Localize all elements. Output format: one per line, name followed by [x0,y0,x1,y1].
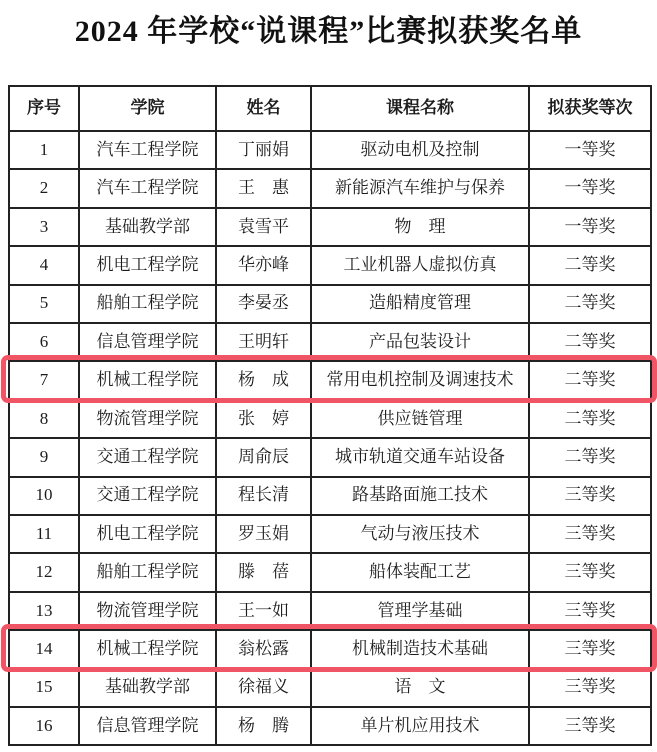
table-row [9,169,651,207]
cell-college: 物流管理学院 [79,592,216,630]
cell-name: 翁松露 [216,630,311,668]
table-row [9,285,651,323]
cell-college: 交通工程学院 [79,477,216,515]
cell-no: 4 [9,246,79,284]
table-row [9,477,651,515]
cell-course: 工业机器人虚拟仿真 [311,246,529,284]
table-row [9,361,651,399]
cell-course: 船体装配工艺 [311,553,529,591]
cell-award: 二等奖 [529,400,651,438]
cell-college: 机械工程学院 [79,361,216,399]
cell-course: 气动与液压技术 [311,515,529,553]
cell-college: 物流管理学院 [79,400,216,438]
cell-no: 6 [9,323,79,361]
table-row [9,668,651,706]
cell-no: 8 [9,400,79,438]
cell-no: 2 [9,169,79,207]
table-row [9,515,651,553]
table-body [9,131,651,745]
cell-no: 5 [9,285,79,323]
cell-college: 交通工程学院 [79,438,216,476]
table-row [9,553,651,591]
cell-no: 11 [9,515,79,553]
cell-name: 滕 蓓 [216,553,311,591]
award-table [8,85,652,746]
cell-no: 7 [9,361,79,399]
cell-no: 12 [9,553,79,591]
cell-award: 二等奖 [529,323,651,361]
table-row [9,323,651,361]
cell-college: 基础教学部 [79,668,216,706]
table-header [9,86,651,131]
cell-name: 罗玉娟 [216,515,311,553]
cell-course: 管理学基础 [311,592,529,630]
cell-course: 路基路面施工技术 [311,477,529,515]
cell-award: 一等奖 [529,208,651,246]
cell-award: 一等奖 [529,169,651,207]
cell-name: 李晏丞 [216,285,311,323]
header-award: 拟获奖等次 [529,86,651,131]
cell-college: 基础教学部 [79,208,216,246]
cell-course: 语 文 [311,668,529,706]
table-row [9,592,651,630]
table-row [9,707,651,745]
cell-no: 3 [9,208,79,246]
cell-award: 二等奖 [529,438,651,476]
cell-name: 杨 成 [216,361,311,399]
table-wrapper [8,85,650,746]
header-name: 姓名 [216,86,311,131]
cell-college: 汽车工程学院 [79,169,216,207]
cell-college: 船舶工程学院 [79,285,216,323]
cell-college: 机电工程学院 [79,246,216,284]
cell-course: 供应链管理 [311,400,529,438]
cell-course: 驱动电机及控制 [311,131,529,169]
cell-award: 三等奖 [529,630,651,668]
cell-college: 信息管理学院 [79,323,216,361]
cell-award: 一等奖 [529,131,651,169]
table-row [9,246,651,284]
cell-award: 三等奖 [529,477,651,515]
cell-name: 杨 腾 [216,707,311,745]
cell-name: 王 惠 [216,169,311,207]
header-course: 课程名称 [311,86,529,131]
cell-award: 二等奖 [529,285,651,323]
cell-course: 造船精度管理 [311,285,529,323]
cell-name: 徐福义 [216,668,311,706]
table-row [9,400,651,438]
cell-college: 汽车工程学院 [79,131,216,169]
cell-name: 程长清 [216,477,311,515]
cell-course: 单片机应用技术 [311,707,529,745]
table-row [9,208,651,246]
table-row [9,438,651,476]
cell-name: 华亦峰 [216,246,311,284]
cell-no: 10 [9,477,79,515]
cell-course: 机械制造技术基础 [311,630,529,668]
cell-name: 袁雪平 [216,208,311,246]
cell-no: 14 [9,630,79,668]
cell-award: 三等奖 [529,592,651,630]
cell-award: 三等奖 [529,668,651,706]
cell-name: 张 婷 [216,400,311,438]
cell-award: 三等奖 [529,707,651,745]
page-title: 2024 年学校“说课程”比赛拟获奖名单 [74,15,583,48]
cell-course: 物 理 [311,208,529,246]
header-no: 序号 [9,86,79,131]
cell-award: 三等奖 [529,515,651,553]
cell-course: 产品包装设计 [311,323,529,361]
header-row [9,86,651,131]
cell-college: 机械工程学院 [79,630,216,668]
cell-name: 周俞辰 [216,438,311,476]
cell-award: 三等奖 [529,553,651,591]
cell-award: 二等奖 [529,246,651,284]
header-college: 学院 [79,86,216,131]
cell-name: 王一如 [216,592,311,630]
cell-name: 丁丽娟 [216,131,311,169]
cell-college: 信息管理学院 [79,707,216,745]
cell-award: 二等奖 [529,361,651,399]
table-row [9,131,651,169]
table-row [9,630,651,668]
cell-no: 1 [9,131,79,169]
cell-no: 16 [9,707,79,745]
cell-course: 常用电机控制及调速技术 [311,361,529,399]
cell-no: 13 [9,592,79,630]
cell-name: 王明轩 [216,323,311,361]
cell-no: 15 [9,668,79,706]
cell-college: 船舶工程学院 [79,553,216,591]
cell-no: 9 [9,438,79,476]
cell-college: 机电工程学院 [79,515,216,553]
cell-course: 新能源汽车维护与保养 [311,169,529,207]
cell-course: 城市轨道交通车站设备 [311,438,529,476]
